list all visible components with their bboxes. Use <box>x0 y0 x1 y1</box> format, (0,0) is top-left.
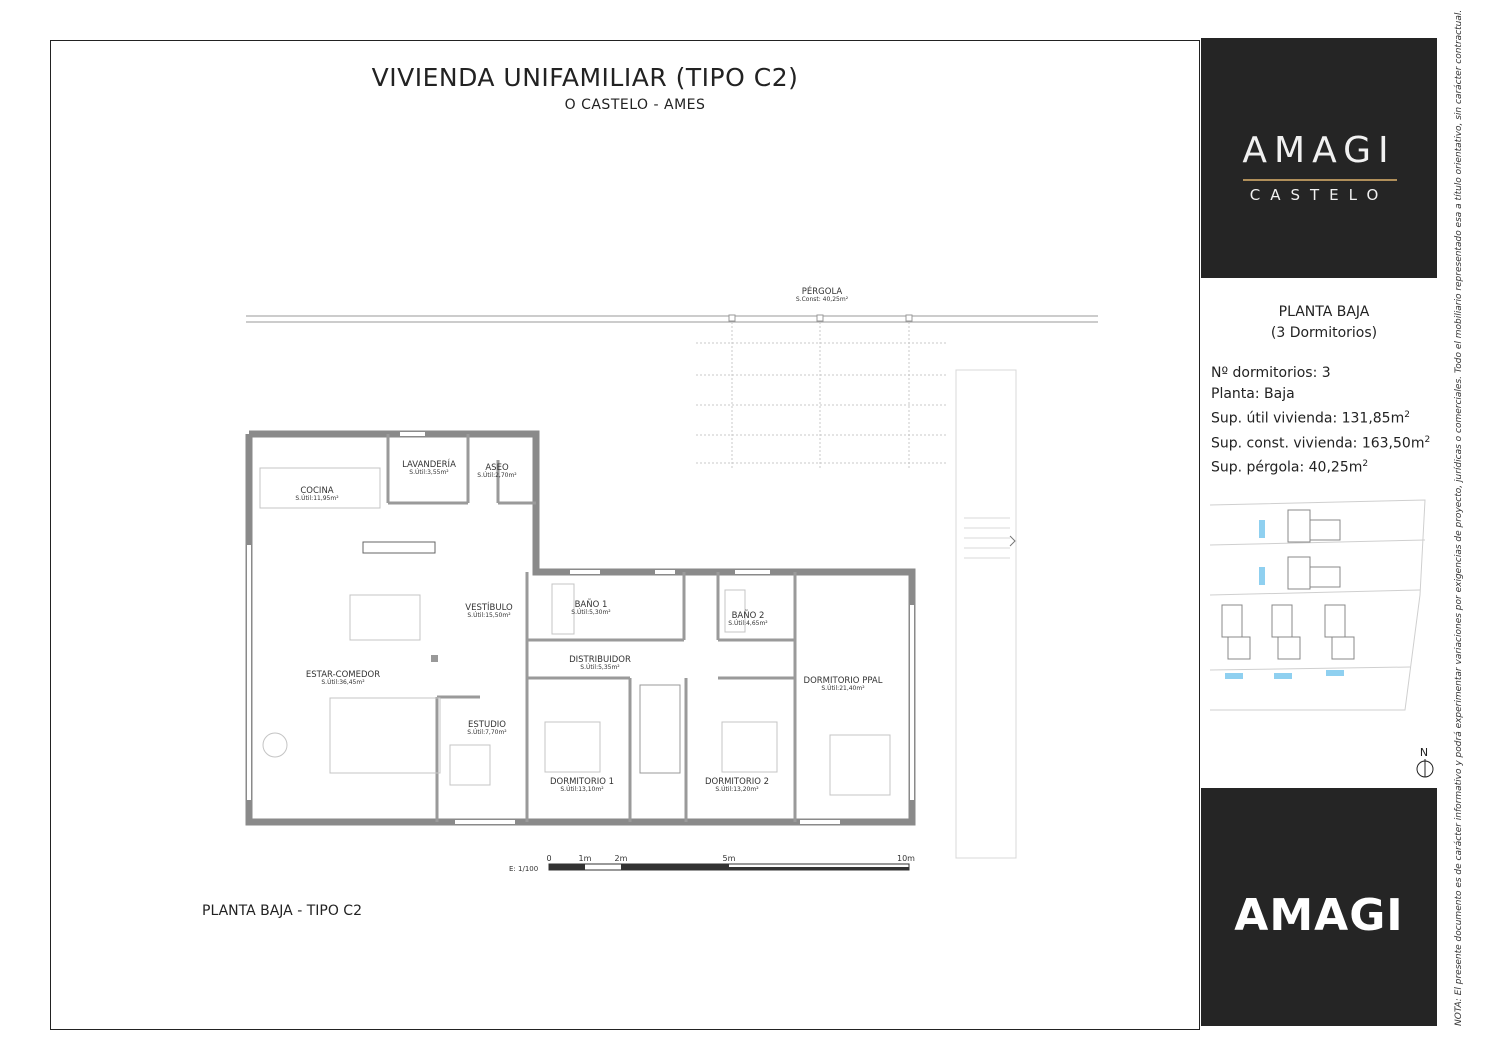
room-area: S.Útil:7,70m² <box>467 729 507 736</box>
brand-panel-bottom <box>1201 788 1437 1026</box>
scale-bar <box>509 854 915 873</box>
site-plan-map <box>1210 495 1430 720</box>
room-area: S.Útil:13,10m² <box>560 786 604 793</box>
page-subtitle: O CASTELO - AMES <box>564 97 706 113</box>
pergola-area: S.Const: 40,25m² <box>795 296 849 303</box>
spec-bedrooms: Nº dormitorios: 3 <box>1211 365 1331 381</box>
pergola-label: PÉRGOLA <box>801 287 843 297</box>
scale-tick: 5m <box>722 854 736 863</box>
legal-note: NOTA: El presente documento es de carácter informativo y podrá experimentar variaciones por exigencias de proyecto, jurídicas o comerciales. Todo el mobiliario representado esa a título orientativo, sin carácter contractual. <box>1454 9 1464 1026</box>
pergola <box>246 315 1098 470</box>
scale-tick: 1m <box>578 854 592 863</box>
room-area: S.Útil:15,50m² <box>467 612 511 619</box>
brand-subtitle: CASTELO <box>1249 186 1389 204</box>
north-arrow-icon <box>1414 745 1438 783</box>
windows <box>249 434 912 822</box>
plan-caption: PLANTA BAJA - TIPO C2 <box>202 903 362 919</box>
room-name: LAVANDERÍA <box>402 460 456 470</box>
scale-tick: 2m <box>614 854 628 863</box>
room-name: COCINA <box>300 486 334 496</box>
room-area: S.Útil:5,30m² <box>571 609 611 616</box>
spec-floor: Planta: Baja <box>1211 386 1295 402</box>
brand-logo: AMAGI <box>1242 130 1396 171</box>
spec-pergola-area: Sup. pérgola: $40,25m^2$ <box>1211 459 1369 476</box>
room-name: ESTAR-COMEDOR <box>305 670 381 680</box>
spec-useful-area: Sup. útil vivienda: $131,85m^2$ <box>1211 410 1410 427</box>
scale-tick: 0 <box>546 854 552 863</box>
room-area: S.Útil:11,95m² <box>295 495 339 502</box>
plan-type-line: PLANTA BAJA <box>1278 304 1370 320</box>
room-name: ASEO <box>485 463 509 473</box>
room-name: DORMITORIO PPAL <box>803 676 883 686</box>
brand-divider <box>1243 179 1397 181</box>
plan-type <box>1201 302 1447 344</box>
room-area: S.Útil:4,65m² <box>728 620 768 627</box>
interior-walls <box>388 434 795 822</box>
page-title: VIVIENDA UNIFAMILIAR (TIPO C2) <box>371 63 799 92</box>
room-name: ESTUDIO <box>468 720 506 730</box>
room-name: DISTRIBUIDOR <box>569 655 631 665</box>
brand-panel <box>1201 38 1437 278</box>
room-name: DORMITORIO 1 <box>549 777 615 787</box>
spec-built-area: Sup. const. vivienda: $163,50m^2$ <box>1211 434 1431 452</box>
scale-label: E: 1/100 <box>509 865 539 873</box>
plan-type-line: (3 Dormitorios) <box>1270 325 1378 341</box>
terrace <box>956 370 1016 858</box>
room-area: S.Útil:13,20m² <box>715 786 759 793</box>
room-area: S.Útil:2,70m² <box>477 472 517 479</box>
brand-logo-bottom: AMAGI <box>1234 890 1404 941</box>
room-name: BAÑO 1 <box>574 600 608 610</box>
walls <box>249 434 912 822</box>
specs-list <box>1211 363 1430 479</box>
room-area: S.Útil:3,55m² <box>409 469 449 476</box>
north-label: N <box>1419 746 1429 759</box>
legal-note-container <box>1445 9 1473 1026</box>
room-area: S.Útil:21,40m² <box>821 685 865 692</box>
room-name: BAÑO 2 <box>731 611 765 621</box>
scale-tick: 10m <box>897 854 915 863</box>
room-area: S.Útil:36,45m² <box>321 679 365 686</box>
room-area: S.Útil:5,35m² <box>580 664 620 671</box>
room-name: DORMITORIO 2 <box>704 777 770 787</box>
room-name: VESTÍBULO <box>465 603 513 613</box>
